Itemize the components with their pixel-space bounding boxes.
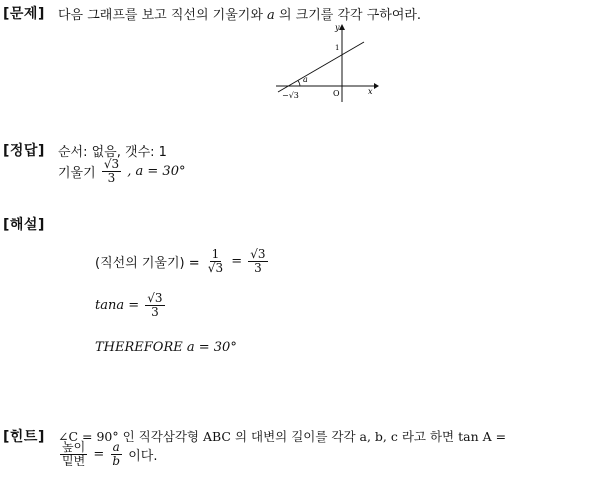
slope-prefix: 기울기 xyxy=(58,166,96,181)
hint-label: [힌트] xyxy=(3,429,45,445)
line-graph xyxy=(270,22,382,106)
equals-sign: = xyxy=(231,254,243,269)
tan-num: √3 xyxy=(147,291,163,305)
hint-line1: ∠C = 90° 인 직각삼각형 ABC 의 대변의 길이를 각각 a, b, c 라고 하면 tan A = xyxy=(58,429,507,444)
frac-one-over-sqrt3 xyxy=(206,248,225,275)
slope-den: 3 xyxy=(107,171,116,185)
height-base-fraction xyxy=(60,441,87,468)
problem-label: [문제] xyxy=(3,6,45,22)
problem-var: a xyxy=(267,8,275,23)
problem-text-b: 의 크기를 각각 구하여라. xyxy=(278,8,422,23)
angle-answer: , a = 30° xyxy=(127,164,186,179)
slope-fraction xyxy=(102,158,121,185)
frac-sqrt3-over-3 xyxy=(248,248,267,275)
explanation-label: [해설] xyxy=(3,217,45,233)
hint-end: 이다. xyxy=(128,449,158,464)
y-axis-label: y xyxy=(335,23,340,32)
explanation-line1 xyxy=(95,248,270,275)
problem-text-a: 다음 그래프를 보고 직선의 기울기와 xyxy=(58,8,263,23)
x-intercept-label: −√3 xyxy=(282,91,299,100)
a-over-b-fraction xyxy=(110,441,122,468)
tan-expr: tana = xyxy=(95,298,140,313)
tan-fraction xyxy=(145,292,164,319)
frac1-den: √3 xyxy=(207,261,224,275)
x-axis-label: x xyxy=(368,87,373,96)
height-num: 높이 xyxy=(62,440,86,454)
hint-line2 xyxy=(58,441,157,468)
x-axis-arrow xyxy=(374,83,379,89)
frac2-num: √3 xyxy=(250,247,266,261)
y-axis-arrow xyxy=(339,24,345,30)
angle-label: a xyxy=(303,75,308,84)
base-den: 밑변 xyxy=(62,454,86,468)
hint-equals: = xyxy=(93,447,105,462)
tan-den: 3 xyxy=(151,305,159,319)
explanation-line3: THEREFORE a = 30° xyxy=(95,340,237,355)
frac2-den: 3 xyxy=(254,261,262,275)
origin-label: O xyxy=(333,89,340,98)
y-tick-label: 1 xyxy=(335,44,340,52)
angle-arc xyxy=(298,81,300,86)
graph-line xyxy=(278,42,364,92)
slope-num: √3 xyxy=(103,157,120,171)
frac1-num: 1 xyxy=(211,247,220,261)
problem-text xyxy=(58,4,421,23)
explanation-line2 xyxy=(95,292,167,319)
a-num: a xyxy=(112,440,120,454)
b-den: b xyxy=(112,454,121,468)
answer-label: [정답] xyxy=(3,143,45,159)
answer-line2 xyxy=(58,158,185,185)
answer-line1: 순서: 없음, 갯수: 1 xyxy=(58,145,167,160)
slope-expr: (직선의 기울기) = xyxy=(95,256,200,271)
